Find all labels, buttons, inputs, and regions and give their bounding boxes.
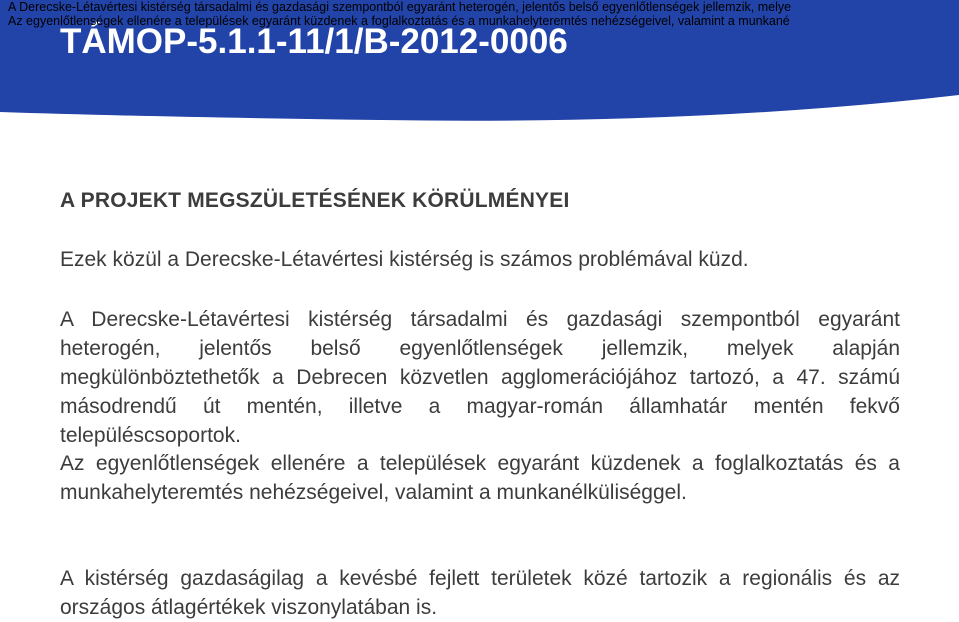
- overlay-text-line-1: A Derecske-Létavértesi kistérség társadalmi és gazdasági szempontból egyaránt heterogén, jelentős belső egyenlőtlenségek jellemzik, melye: [8, 0, 792, 14]
- paragraph-1: A Derecske-Létavértesi kistérség társadalmi és gazdasági szempontból egyaránt heterogén, jelentős belső egyenlőtlenségek jellemzik, melyek alapján megkülönböztethetők a Debrecen közvetlen agglomerációjához tartozó, a 47. számú másodrendű út mentén, illetve a magyar-román államhatár mentén fekvő településcsoportok.: [60, 308, 900, 447]
- intro-text: Ezek közül a Derecske-Létavértesi kistérség is számos problémával küzd.: [60, 248, 749, 271]
- overlay-text-line-2: Az egyenlőtlenségek ellenére a települések egyaránt küzdenek a foglalkoztatás és a munkahelyteremtés nehézségeivel, valamint a munkané: [8, 14, 790, 28]
- paragraph-2: Az egyenlőtlenségek ellenére a települések egyaránt küzdenek a foglalkoztatás és a munkahelyteremtés nehézségeivel, valamint a munkanélküliséggel.: [60, 452, 900, 504]
- page-title: TÁMOP-5.1.1-11/1/B-2012-0006: [60, 22, 568, 61]
- section-heading: A PROJEKT MEGSZÜLETÉSÉNEK KÖRÜLMÉNYEI: [60, 189, 570, 212]
- paragraph-3: A kistérség gazdaságilag a kevésbé fejlett területek közé tartozik a regionális és az országos átlagértékek viszonylatában is.: [60, 567, 900, 619]
- header-banner: [0, 0, 959, 122]
